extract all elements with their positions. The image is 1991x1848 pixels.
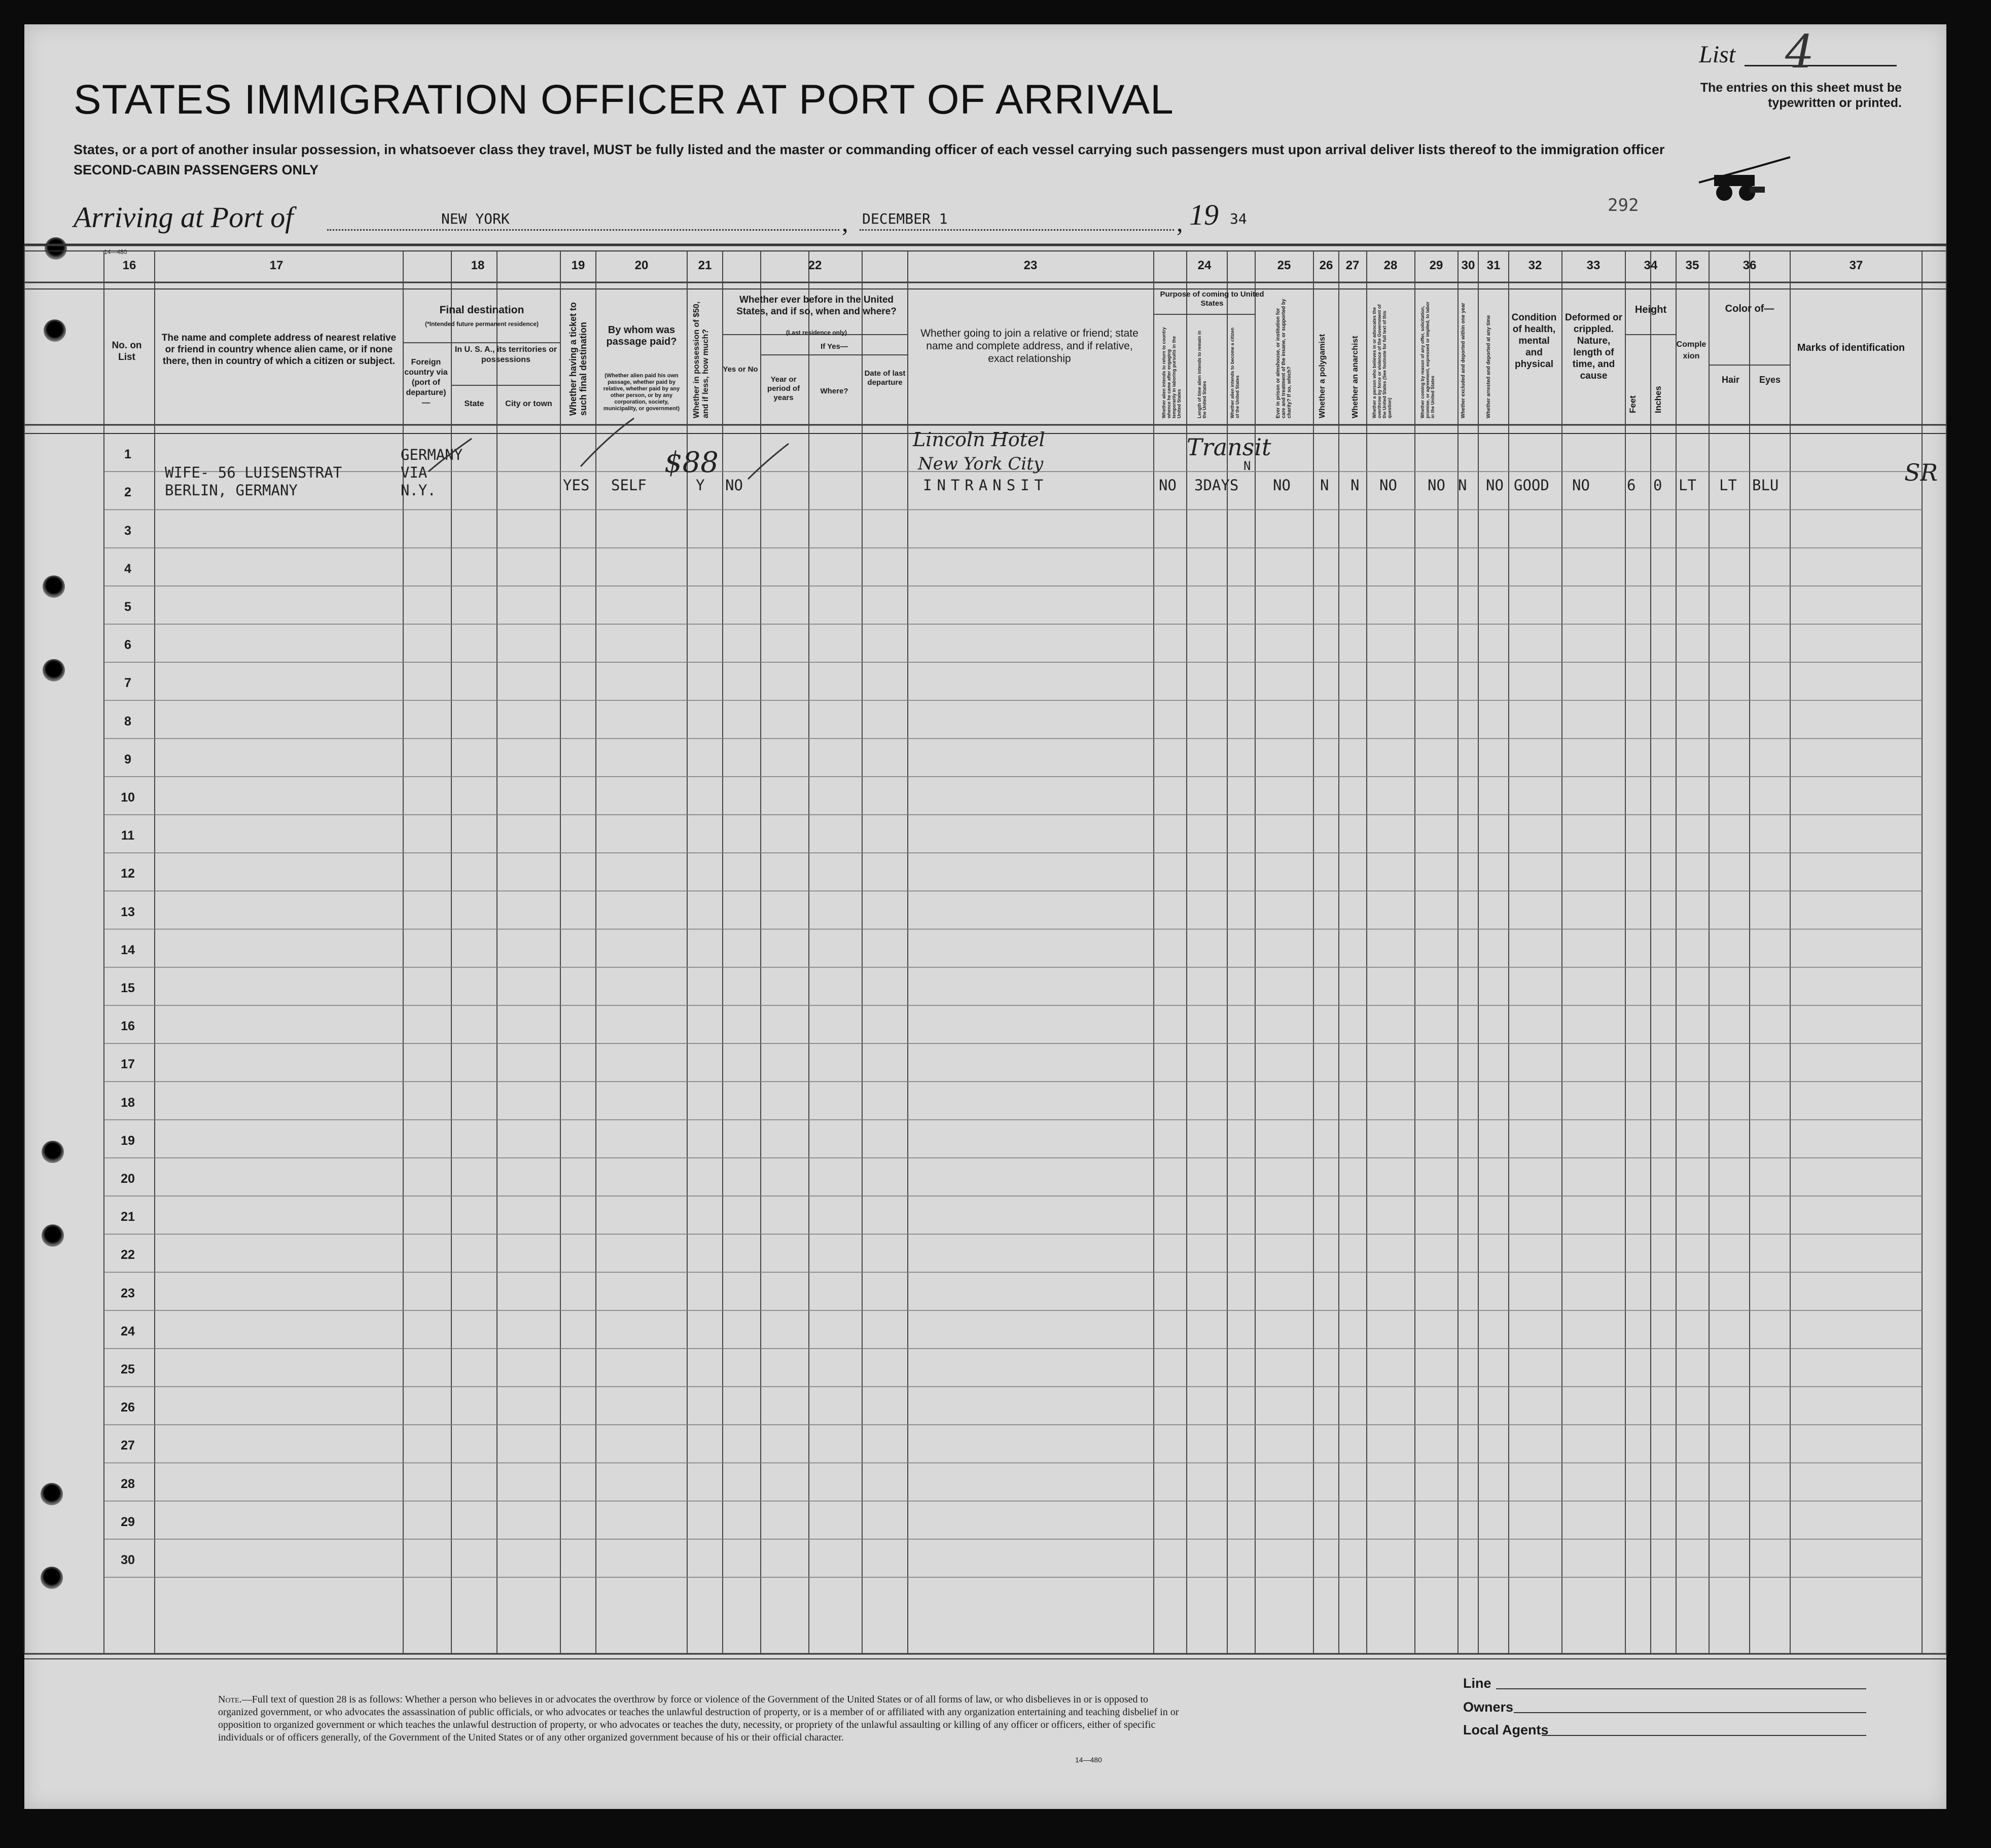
column-number: 21 [698, 259, 712, 272]
entries-note: The entries on this sheet must be typewritten or printed. [1700, 81, 1902, 110]
column-number: 24 [1197, 259, 1212, 272]
citizen-value: N [1243, 459, 1251, 473]
column-number: 19 [571, 259, 585, 272]
col-26-header: Whether a polygamist [1318, 334, 1327, 418]
col-22-years: Year or period of years [767, 375, 800, 402]
purpose-handwritten: Transit [1187, 433, 1271, 461]
footnote-label: Note. [218, 1694, 242, 1705]
row-number: 21 [121, 1210, 135, 1224]
col-34-inches: Inches [1653, 386, 1663, 413]
inches-value: 0 [1653, 477, 1662, 494]
q30-value: N [1458, 477, 1467, 494]
column-number: 34 [1644, 259, 1658, 272]
column-number: 28 [1383, 259, 1398, 272]
row-number: 5 [124, 600, 131, 614]
row-number: 4 [124, 561, 131, 576]
row-number: 1 [124, 447, 131, 462]
col-29-header: Whether coming by reason of any offer, solicitation, promise, or agreement, expressed or implied, to labor in the United States [1420, 301, 1435, 418]
local-agents-label: Local Agents [1463, 1722, 1549, 1737]
return-intent-value: NO [1159, 477, 1177, 494]
col-21-header: Whether in possession of $50, and if less, how much? [692, 301, 710, 418]
column-number: 26 [1319, 259, 1333, 272]
relative-address-line1: WIFE- 56 LUISENSTRAT [165, 464, 342, 481]
form-number: 14—480 [1075, 1756, 1102, 1764]
punch-hole [44, 319, 66, 342]
column-number: 36 [1743, 259, 1757, 272]
prison-value: NO [1273, 477, 1291, 494]
row-number: 30 [121, 1553, 135, 1567]
row-number: 16 [121, 1019, 135, 1034]
polygamist-value: N [1320, 477, 1329, 494]
paid-by-value: SELF [611, 477, 647, 494]
owners-label: Owners [1463, 1699, 1514, 1715]
q29-value: NO [1428, 477, 1445, 494]
column-number: 29 [1429, 259, 1443, 272]
col-36-header: Color of— [1725, 303, 1774, 314]
row-number: 7 [124, 676, 131, 691]
year-suffix: 34 [1230, 210, 1247, 227]
punch-hole [42, 1224, 64, 1247]
anarchist-value: N [1350, 477, 1360, 494]
col-18-note: (*Intended future permanent residence) [424, 320, 539, 328]
port-departure: N.Y. [401, 482, 436, 499]
row-number: 15 [121, 981, 135, 995]
col-25-header: Ever in prison or almshouse, or institution for care and treatment of the insane, or supported by charity? If so, which? [1275, 299, 1292, 418]
column-number: 33 [1586, 259, 1601, 272]
col-22-where: Where? [820, 387, 848, 395]
instructions-text: States, or a port of another insular possession, in whatsoever class they travel, MUST be fully listed and the master or commanding officer of each vessel carrying such passengers must upon arrival deliver lists thereof to the immigration officer [74, 142, 1665, 157]
row-number: 6 [124, 638, 131, 653]
row-number: 24 [121, 1324, 135, 1338]
col-24-return: Whether alien intends to return to country whence he came after engaging temporarily in laboring pursuits in the United States [1161, 327, 1182, 418]
col-20-header: By whom was passage paid? [606, 324, 677, 347]
relative-address-line2: BERLIN, GERMANY [165, 482, 298, 499]
col-24-citizen: Whether alien intends to become a citizen of the United States [1230, 327, 1240, 418]
row-number: 3 [124, 523, 131, 538]
via: VIA [401, 464, 428, 481]
col-16-header: No. on List [112, 340, 142, 363]
q28-value: NO [1379, 477, 1397, 494]
row-number: 19 [121, 1133, 135, 1148]
row-number: 8 [124, 714, 131, 729]
checkmark-icon [745, 441, 791, 482]
col-28-header: Whether a person who believes in or advocates the overthrow by force or violence of the Government of the United States (See footnote for full text of this question) [1372, 304, 1392, 418]
marks-handwritten: SR [1904, 459, 1938, 486]
line-signature-line [1496, 1688, 1866, 1689]
ticket-value: YES [563, 477, 590, 494]
length-stay-value: 3DAYS [1194, 477, 1239, 494]
row-number: 27 [121, 1438, 135, 1453]
column-number: 27 [1345, 259, 1360, 272]
row-number: 18 [121, 1095, 135, 1110]
deformed-value: NO [1572, 477, 1590, 494]
col-30-header: Whether excluded and deported within one year [1461, 303, 1466, 418]
row-number: 9 [124, 752, 131, 767]
row-number: 13 [121, 904, 135, 919]
passenger-class-label: SECOND-CABIN PASSENGERS ONLY [74, 162, 319, 177]
punch-hole [43, 575, 65, 598]
list-underline [1745, 65, 1897, 66]
punch-hole [43, 659, 65, 681]
col-31-header: Whether arrested and deported at any time [1486, 315, 1491, 418]
col-18-city: City or town [505, 400, 552, 408]
money-handwritten: $88 [664, 446, 719, 479]
row-number: 11 [121, 828, 135, 843]
column-number: 25 [1277, 259, 1291, 272]
manifest-sheet [24, 24, 1946, 1809]
col-22-yesno: Yes or No [723, 365, 758, 374]
col-37-header: Marks of identification [1797, 342, 1905, 353]
col-18-header: Final destination [439, 304, 524, 316]
col-22-header: Whether ever before in the United States, and if so, when and where? [736, 295, 897, 317]
sheet-stamp: 292 [1608, 195, 1639, 215]
list-label: List [1699, 41, 1736, 68]
column-number: 18 [471, 259, 485, 272]
row-number: 23 [121, 1286, 135, 1300]
row-number: 10 [121, 790, 135, 805]
owners-signature-line [1514, 1712, 1866, 1713]
complexion-value: LT [1679, 477, 1696, 494]
col-19-header: Whether having a ticket to such final destination [568, 302, 588, 416]
line-label: Line [1463, 1676, 1491, 1691]
footnote-text: —Full text of question 28 is as follows: Whether a person who believes in or advocates the overthrow by force or violence of the Government of the United States or of all forms of law, or who disbelieves in or is opposed to organized government, or who advocates the assassination of public officials, or who advocates or teaches the unlawful destruction of property, or is a member of or affiliated with any organization entertaining and teaching disbelief in or opposition to organized government or which teaches the unlawful destruction of property, or who advocates or teaches the duty, necessity, or propriety of the unlawful assaulting or killing of any officer or officers, either of specific individuals or of officers generally, of the Government of the United States or of any other organized government because of his or their official character. [218, 1694, 1179, 1743]
col-17-header: The name and complete address of nearest relative or friend in country whence alien came, or if none there, then in country of which a citizen or subject. [161, 333, 397, 367]
row-number: 17 [121, 1057, 135, 1072]
punch-hole [41, 1567, 63, 1589]
column-number: 23 [1023, 259, 1038, 272]
column-number: 22 [808, 259, 822, 272]
col-22-ifyes: If Yes— [821, 342, 848, 351]
column-number: 32 [1528, 259, 1542, 272]
col-33-header: Deformed or crippled. Nature, length of time, and cause [1565, 312, 1622, 381]
cannon-stamp-icon [1694, 152, 1795, 208]
col-34-header: Height [1634, 304, 1667, 315]
page-title: STATES IMMIGRATION OFFICER AT PORT OF ARRIVAL [74, 77, 1174, 123]
col-24-header: Purpose of coming to United States [1160, 290, 1264, 308]
row-number: 14 [121, 943, 135, 957]
hair-value: LT [1719, 477, 1737, 494]
col-32-header: Condition of health, mental and physical [1511, 312, 1557, 370]
col-34-feet: Feet [1628, 395, 1638, 413]
col-18-foreign: Foreign country via (port of departure)— [404, 358, 448, 407]
column-number: 17 [269, 259, 283, 272]
row-number: 25 [121, 1362, 135, 1376]
col-22-date: Date of last departure [864, 369, 906, 387]
row-number: 26 [121, 1400, 135, 1415]
money-value: Y [696, 477, 705, 494]
col-27-header: Whether an anarchist [1351, 336, 1360, 418]
punch-hole [45, 237, 67, 260]
checkmark-icon [426, 436, 477, 477]
join-value: INTRANSIT [923, 477, 1049, 494]
column-number: 31 [1486, 259, 1501, 272]
row-number: 20 [121, 1172, 135, 1186]
column-number: 16 [122, 259, 136, 272]
column-number: 35 [1685, 259, 1699, 272]
col-20-note: (Whether alien paid his own passage, whether paid by relative, whether paid by any other person, or by any corporation, society, municipality, or government) [603, 373, 680, 412]
col-36-hair: Hair [1721, 375, 1739, 385]
column-number: 37 [1849, 259, 1863, 272]
col-24-length: Length of time alien intends to remain in the United States [1197, 330, 1207, 418]
health-value: GOOD [1514, 477, 1549, 494]
eyes-value: BLU [1752, 477, 1779, 494]
feet-value: 6 [1627, 477, 1636, 494]
list-number: 4 [1785, 25, 1815, 79]
year-prefix: 19 [1189, 198, 1219, 231]
footnote [218, 1693, 1182, 1744]
agents-signature-line [1542, 1735, 1866, 1736]
port-line [327, 229, 839, 231]
arriving-label: Arriving at Port of [74, 201, 294, 234]
row-number: 29 [121, 1514, 135, 1529]
col-36-eyes: Eyes [1759, 375, 1781, 385]
date-line [860, 229, 1174, 231]
checkmark-icon [578, 416, 639, 472]
col-35-header: Complexion [1676, 340, 1706, 360]
ever-before-value: NO [725, 477, 743, 494]
row-number: 12 [121, 866, 135, 881]
col-18-state: State [464, 400, 484, 408]
comma: , [1177, 208, 1183, 237]
q31-value: NO [1486, 477, 1504, 494]
col-22-note: (Last residence only) [786, 329, 847, 336]
port-value: NEW YORK [441, 210, 510, 227]
punch-hole [41, 1483, 63, 1505]
row-number: 2 [124, 485, 131, 500]
row-number: 22 [121, 1248, 135, 1262]
col-23-header: Whether going to join a relative or friend; state name and complete address, and if relative, exact relationship [920, 328, 1139, 365]
join-handwritten-1: Lincoln Hotel [913, 428, 1045, 451]
date-value: DECEMBER 1 [862, 210, 948, 227]
foreign-country: GERMANY [401, 446, 463, 463]
column-number: 30 [1461, 259, 1475, 272]
column-number: 20 [634, 259, 649, 272]
small-form-number: 14—480 [104, 248, 127, 256]
row-number: 28 [121, 1476, 135, 1491]
join-handwritten-2: New York City [918, 454, 1044, 474]
col-18-usa: In U. S. A., its territories or possessions [454, 345, 557, 364]
comma: , [842, 208, 848, 237]
punch-hole [42, 1141, 64, 1163]
